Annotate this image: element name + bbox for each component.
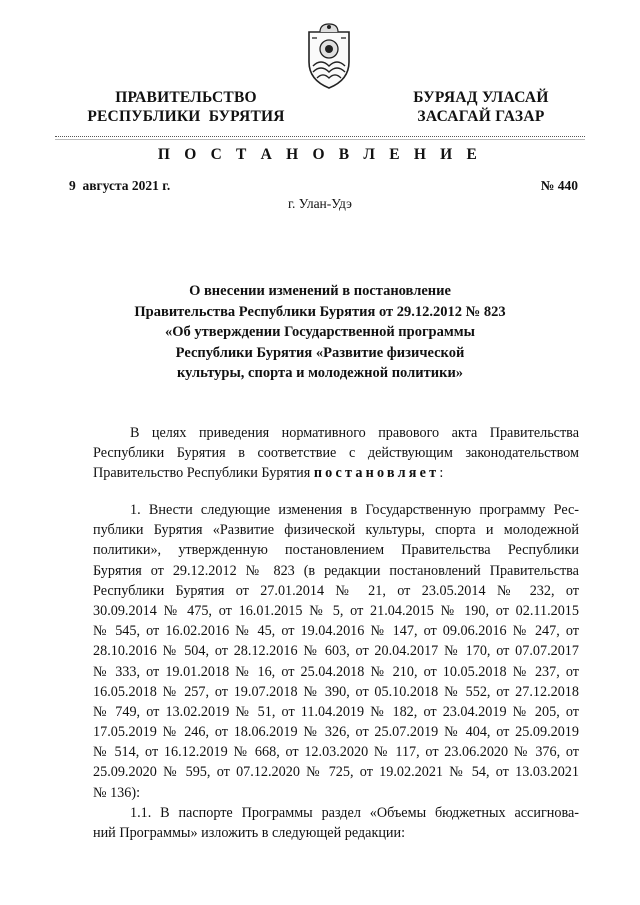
subject-line: О внесении изменений в постановление (189, 283, 451, 299)
clause-1-1 (93, 803, 579, 843)
paragraph-line: 28.10.2016 № 504, от 28.12.2016 № 603, от 20.04.2017 № 170, от 07.07.2017 (93, 643, 579, 660)
preamble-prefix: Правительство Республики Бурятия (93, 465, 314, 482)
paragraph-line (93, 463, 579, 483)
paragraph-line: 1.1. В паспорте Программы раздел «Объемы бюджетных ассигнова- (130, 805, 579, 821)
header-divider-underline (55, 139, 585, 140)
paragraph-line: 17.05.2019 № 246, от 18.06.2019 № 326, от 25.07.2019 № 404, от 25.09.2019 (93, 724, 579, 741)
document-date: 9 августа 2021 г. (69, 178, 171, 193)
preamble-paragraph (93, 423, 579, 484)
org-name-russian-line-2: РЕСПУБЛИКИ БУРЯТИЯ (87, 108, 285, 125)
subject-line: «Об утверждении Государственной программы (165, 324, 475, 341)
org-name-buryat (386, 88, 576, 126)
document-subject (100, 281, 540, 384)
coat-of-arms-icon (303, 22, 355, 90)
document-city: г. Улан-Удэ (288, 196, 352, 211)
clause-1 (93, 500, 579, 803)
paragraph-line: политики», утвержденную постановлением Правительства Республики (93, 542, 579, 559)
paragraph-line: Республики Бурятия от 27.01.2014 № 21, от 23.05.2014 № 232, от (93, 582, 579, 599)
paragraph-line: № 333, от 19.01.2018 № 16, от 25.04.2018 № 210, от 10.05.2018 № 237, от (93, 663, 579, 680)
subject-line: культуры, спорта и молодежной политики» (176, 365, 464, 382)
header-divider (55, 136, 585, 137)
preamble-suffix: : (439, 465, 444, 482)
paragraph-line: № 136): (93, 784, 141, 801)
paragraph-line: 25.09.2020 № 595, от 07.12.2020 № 725, от 19.02.2021 № 54, от 13.03.2021 (93, 764, 579, 781)
paragraph-line: публики Бурятия «Развитие физической культуры, спорта и молодежной (93, 522, 579, 539)
paragraph-line: Республики Бурятия в соответствие с действующим законодательством (93, 445, 579, 462)
subject-line: Республики Бурятия «Развитие физической (175, 344, 465, 361)
org-name-buryat-line-1: БУРЯАД УЛАСАЙ (413, 89, 549, 106)
paragraph-line: Бурятия от 29.12.2012 № 823 (в редакции постановлений Правительства (93, 562, 579, 579)
paragraph-line: В целях приведения нормативного правового акта Правительства (130, 425, 579, 441)
decree-verb: постановляет (313, 465, 440, 482)
paragraph-line: 30.09.2014 № 475, от 16.01.2015 № 5, от 21.04.2015 № 190, от 02.11.2015 (93, 602, 579, 619)
paragraph-line: № 749, от 13.02.2019 № 51, от 11.04.2019 № 182, от 23.04.2019 № 205, от (93, 703, 579, 720)
document-number: № 440 (540, 178, 578, 193)
org-name-russian (62, 88, 310, 126)
paragraph-line: ний Программы» изложить в следующей редакции: (93, 825, 406, 842)
paragraph-line: № 545, от 16.02.2016 № 45, от 19.04.2016 № 147, от 09.06.2016 № 247, от (93, 623, 579, 640)
paragraph-line: 16.05.2018 № 257, от 19.07.2018 № 390, от 05.10.2018 № 552, от 27.12.2018 (93, 683, 579, 700)
document-type-title: П О С Т А Н О В Л Е Н И Е (157, 146, 483, 163)
org-name-russian-line-1: ПРАВИТЕЛЬСТВО (115, 89, 257, 106)
paragraph-line: № 514, от 16.12.2019 № 668, от 12.03.2020 № 117, от 23.06.2020 № 376, от (93, 744, 579, 761)
org-name-buryat-line-2: ЗАСАГАЙ ГАЗАР (417, 108, 545, 125)
paragraph-line: 1. Внести следующие изменения в Государственную программу Рес- (130, 502, 579, 518)
subject-line: Правительства Республики Бурятия от 29.12.2012 № 823 (134, 303, 506, 320)
